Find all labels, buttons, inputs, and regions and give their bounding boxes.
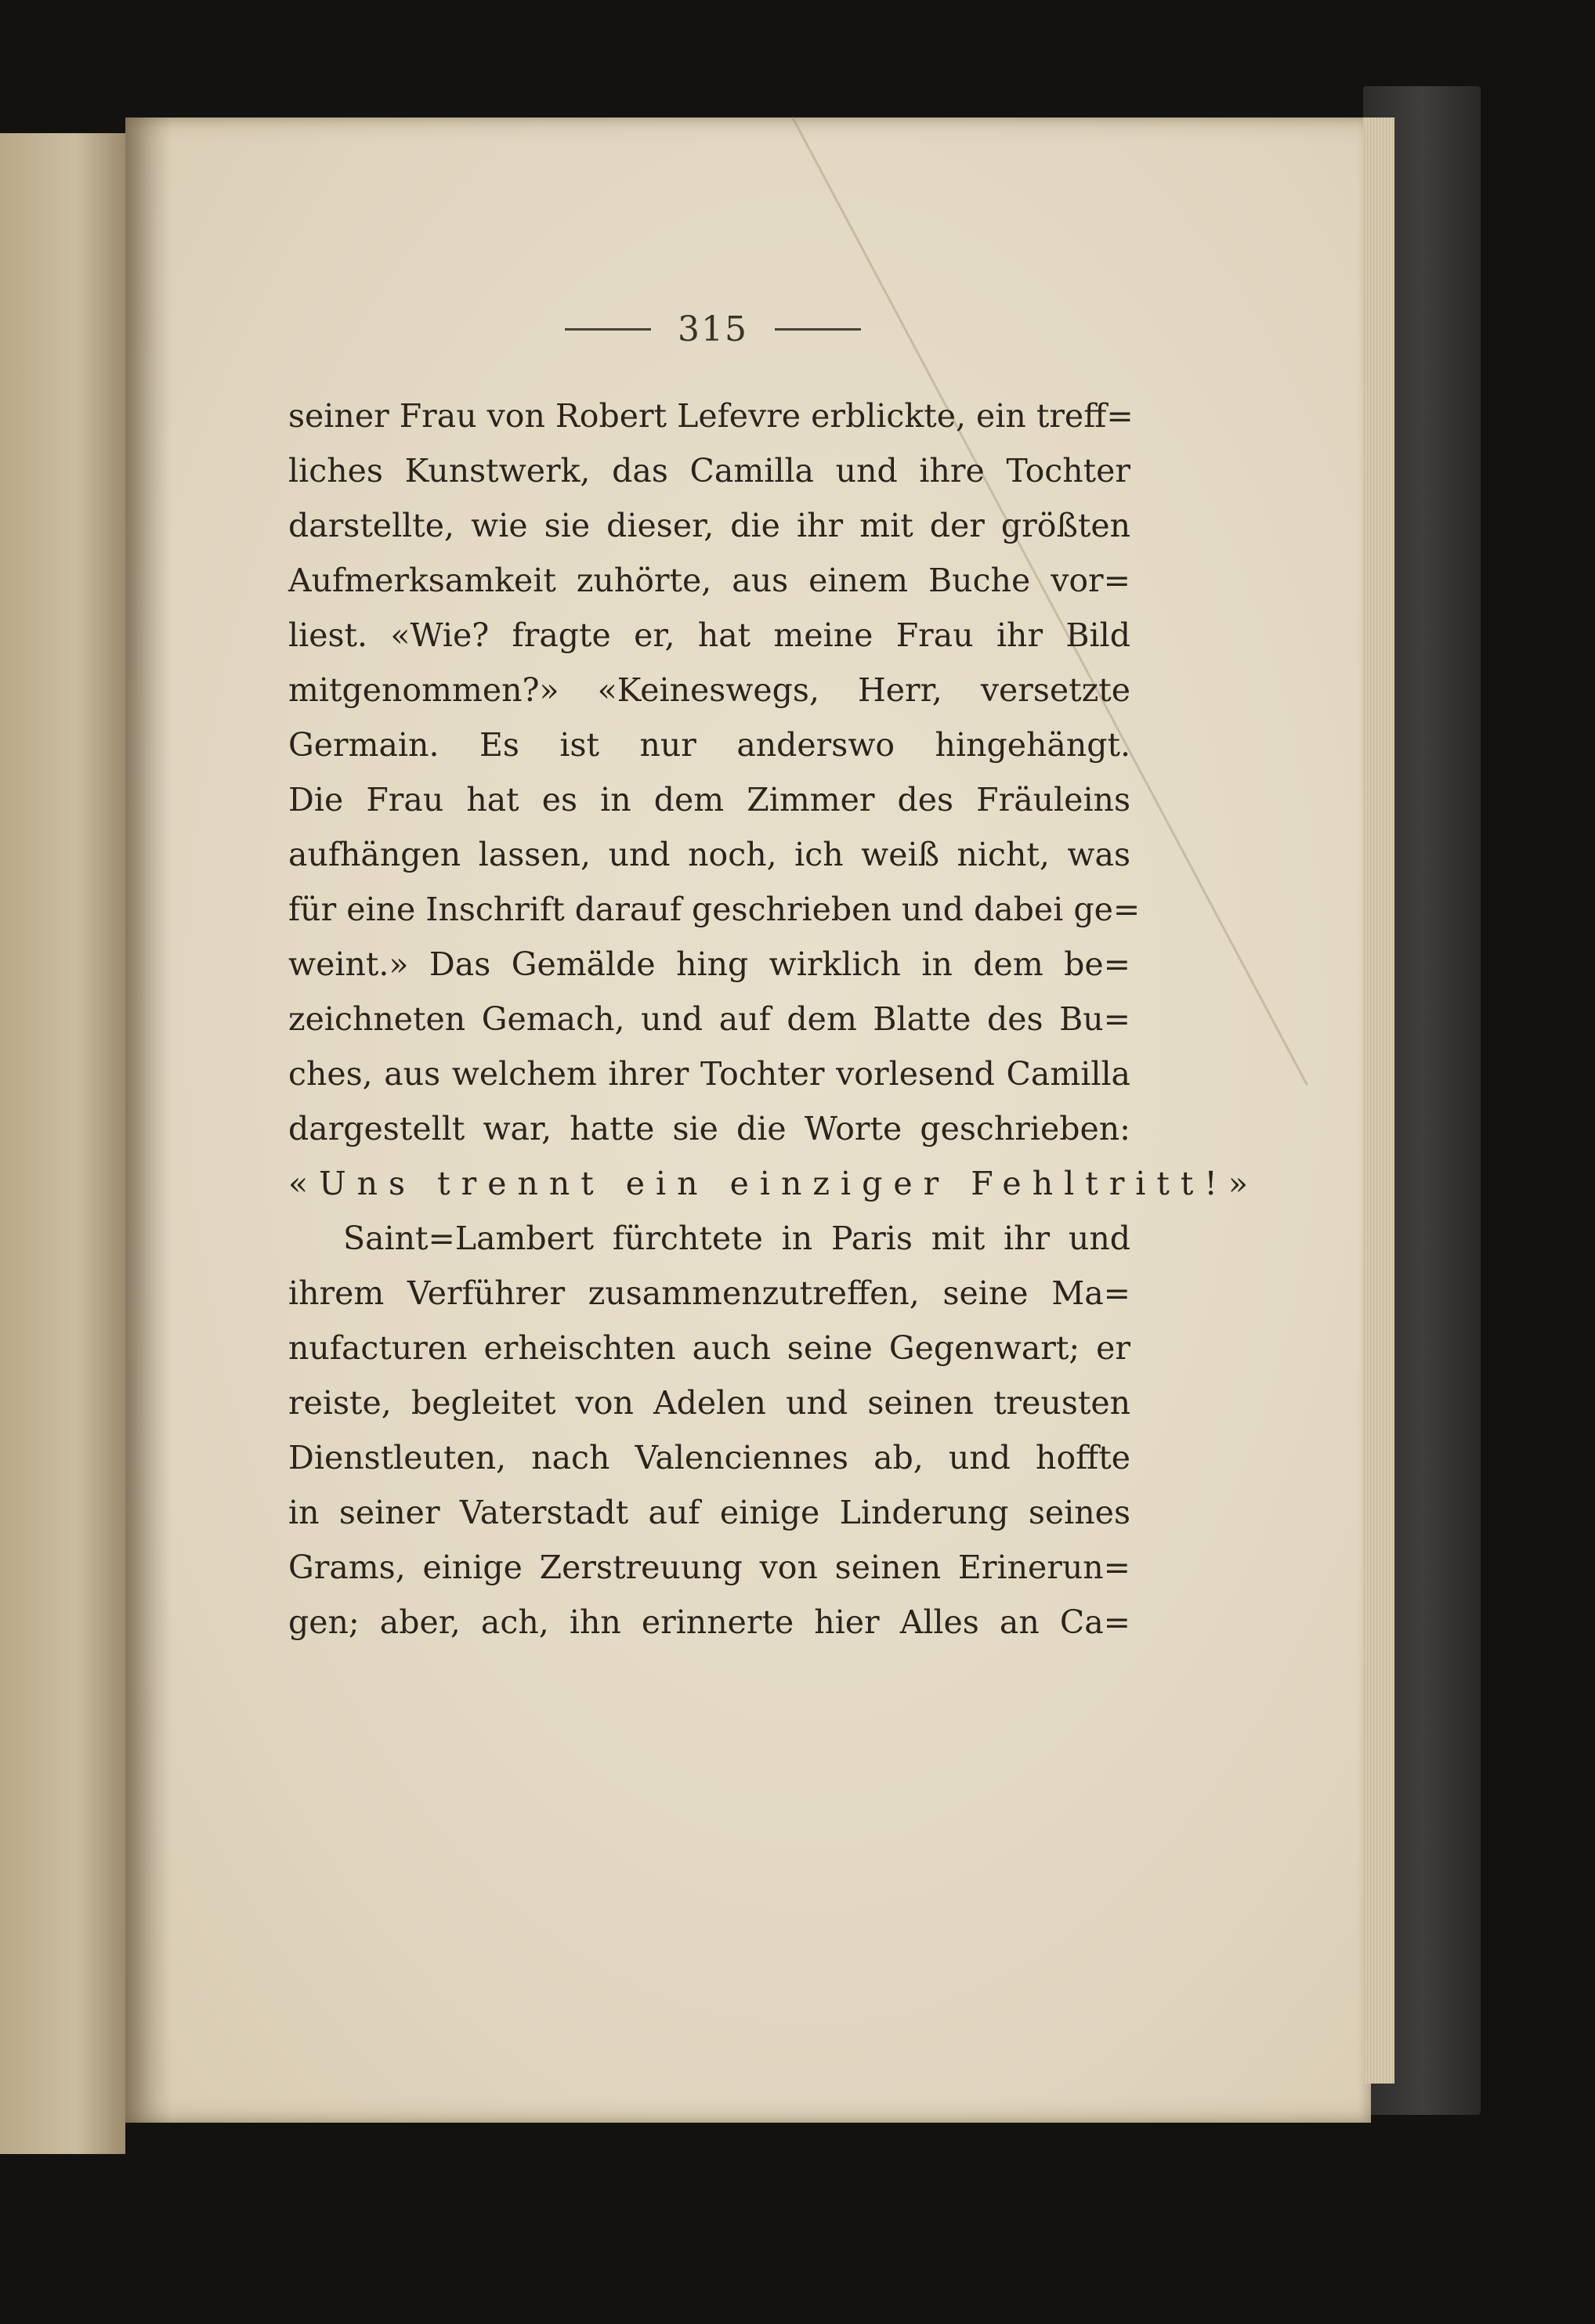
text-line: zeichneten Gemach, und auf dem Blatte des Bu=	[288, 1000, 1130, 1038]
text-line: Aufmerksamkeit zuhörte, aus einem Buche vor=	[288, 562, 1130, 599]
text-line: seiner Frau von Robert Lefevre erblickte, ein treff=	[288, 397, 1134, 435]
header-rule-left	[565, 328, 651, 331]
text-line: für eine Inschrift darauf geschrieben und dabei ge=	[288, 891, 1141, 928]
text-line: ihrem Verführer zusammenzutreffen, seine Ma=	[288, 1274, 1130, 1312]
text-line: in seiner Vaterstadt auf einige Linderung seines	[288, 1494, 1130, 1531]
body-text	[288, 389, 1259, 1650]
page-number: 315	[678, 309, 748, 349]
text-line: Die Frau hat es in dem Zimmer des Fräuleins	[288, 781, 1130, 819]
gutter-shadow	[125, 117, 172, 2123]
text-line: nufacturen erheischten auch seine Gegenwart; er	[288, 1329, 1130, 1367]
header-rule-right	[775, 328, 861, 331]
running-header	[533, 298, 893, 360]
text-line: reiste, begleitet von Adelen und seinen treusten	[288, 1384, 1130, 1422]
paragraph-start-line: Saint=Lambert fürchtete in Paris mit ihr und	[343, 1220, 1130, 1257]
text-line: liest. «Wie? fragte er, hat meine Frau ihr Bild	[288, 616, 1130, 654]
text-line: weint.» Das Gemälde hing wirklich in dem be=	[288, 945, 1130, 983]
text-line: aufhängen lassen, und noch, ich weiß nicht, was	[288, 836, 1130, 873]
left-page-edge	[0, 133, 125, 2154]
page-edges	[1363, 117, 1394, 2084]
quoted-inscription-line: «Uns trennt ein einziger Fehltritt!»	[288, 1165, 1259, 1202]
text-line: Dienstleuten, nach Valenciennes ab, und hoffte	[288, 1439, 1130, 1476]
text-line: darstellte, wie sie dieser, die ihr mit der größten	[288, 507, 1130, 544]
text-line: dargestellt war, hatte sie die Worte geschrieben:	[288, 1110, 1130, 1148]
text-line: Grams, einige Zerstreuung von seinen Erinerun=	[288, 1549, 1130, 1586]
text-line: ches, aus welchem ihrer Tochter vorlesend Camilla	[288, 1055, 1130, 1093]
text-line: liches Kunstwerk, das Camilla und ihre Tochter	[288, 452, 1130, 490]
text-line: mitgenommen?» «Keineswegs, Herr, versetzte	[288, 671, 1130, 709]
text-line: gen; aber, ach, ihn erinnerte hier Alles an Ca=	[288, 1603, 1130, 1641]
text-line: Germain. Es ist nur anderswo hingehängt.	[288, 726, 1130, 764]
